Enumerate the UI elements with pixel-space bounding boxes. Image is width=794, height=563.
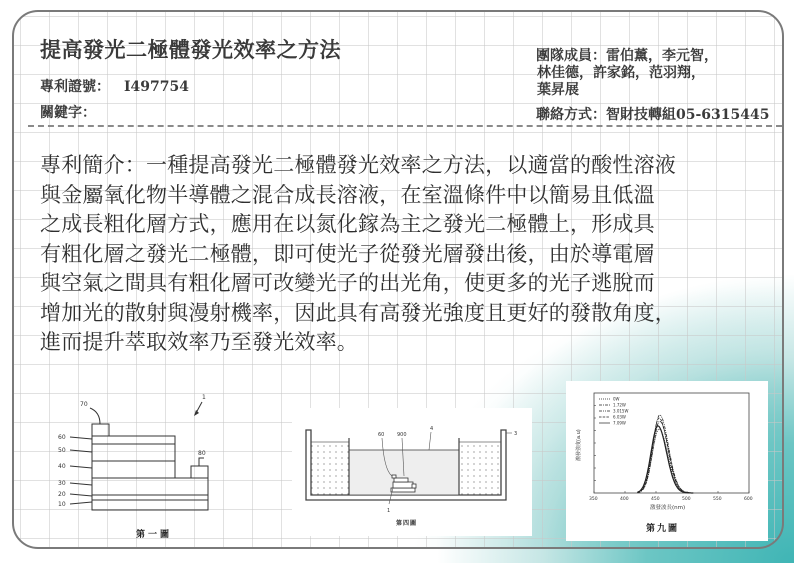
right-water-bath [459,442,501,495]
label-3: 3 [514,431,517,437]
leader-80 [199,458,204,466]
series-line-6.03W [637,418,693,493]
legend-label: 3.015W [613,409,628,414]
legend-label: 6.03W [613,415,626,420]
patent-number [40,76,189,96]
legend-label: 1.72W [613,403,626,408]
label-1: 1 [387,508,390,514]
ref-arrow-head [194,410,199,416]
leader-60 [70,437,92,439]
summary-line: 有粗化層之發光二極體，即可使光子從發光層發出後，由於導電層 [40,240,780,270]
figure-4-growth-bath [292,408,532,536]
leader-70 [90,408,100,424]
label-60: 60 [378,432,384,438]
label-60: 60 [58,434,66,441]
layer-50 [92,444,175,461]
summary-line: 專利簡介：一種提高發光二極體發光效率之方法，以適當的酸性溶液 [40,151,780,181]
summary-line: 之成長粗化層方式，應用在以氮化鎵為主之發光二極體上，形成具 [40,210,780,240]
figure-9-caption: 第九圖 [646,521,679,534]
leader-50 [70,450,92,452]
summary-line: 與金屬氧化物半導體之混合成長溶液，在室溫條件中以簡易且低溫 [40,181,780,211]
leader-30 [70,483,92,485]
label-30: 30 [58,480,66,487]
left-water-bath [311,442,349,495]
team-line: 葉昇展 [536,82,718,99]
spectrum-chart [566,381,768,541]
summary-line: 與空氣之間具有粗化層可改變光子的出光角，使更多的光子逃脫而 [40,269,780,299]
layer-60 [92,436,175,444]
label-50: 50 [58,447,66,454]
x-tick-label: 600 [744,496,753,502]
layer-20 [92,495,208,500]
x-tick-label: 550 [713,496,722,502]
legend-label: 0W [613,397,620,402]
summary-line: 增加光的散射與漫射機率，因此具有高發光強度且更好的發散角度， [40,299,780,329]
patent-card [12,10,784,549]
layer-10 [92,500,208,510]
contact-info: 聯絡方式：智財技轉組05-6315445 [536,104,769,124]
leader-10 [70,502,92,504]
growth-bath-diagram [292,408,532,536]
patent-summary [40,151,780,358]
dashed-divider [28,125,782,127]
label-80: 80 [198,450,206,457]
leader-20 [70,494,92,496]
led-structure-diagram [36,386,248,549]
x-tick-label: 450 [651,496,660,502]
x-tick-label: 350 [589,496,598,502]
label-ref-1: 1 [202,394,206,401]
keywords-label: 關鍵字： [40,102,96,122]
patent-number-value: I497754 [124,79,189,95]
layer-40 [92,461,175,478]
label-4: 4 [430,426,433,432]
x-axis-label: 激發波長(nm) [650,503,685,511]
x-tick-label: 400 [620,496,629,502]
y-axis-label: 激發強度(a.u) [575,429,582,461]
summary-line: 進而提升萃取效率乃至發光效率。 [40,328,780,358]
label-70: 70 [80,401,88,408]
patent-title: 提高發光二極體發光效率之方法 [40,34,341,64]
leader-4 [429,432,431,450]
figure-1-caption: 第一圖 [136,527,172,540]
electrode-80 [191,466,208,478]
electrode-70 [92,424,109,436]
layer-30 [92,478,208,495]
figure-1-led-structure [36,386,248,549]
team-line: 林佳德，許家銘，范羽翔， [536,65,718,82]
label-20: 20 [58,491,66,498]
figure-9-spectrum [566,381,768,541]
leader-40 [70,466,92,468]
figure-4-caption: 第四圖 [396,518,417,527]
legend-label: 7.09W [613,421,626,426]
x-tick-label: 500 [682,496,691,502]
team-line: 團隊成員：雷伯薰，李元智， [536,48,718,65]
patent-number-label: 專利證號： [40,79,110,95]
label-10: 10 [58,501,66,508]
label-900: 900 [397,432,407,438]
team-members [536,48,718,99]
label-40: 40 [58,463,66,470]
